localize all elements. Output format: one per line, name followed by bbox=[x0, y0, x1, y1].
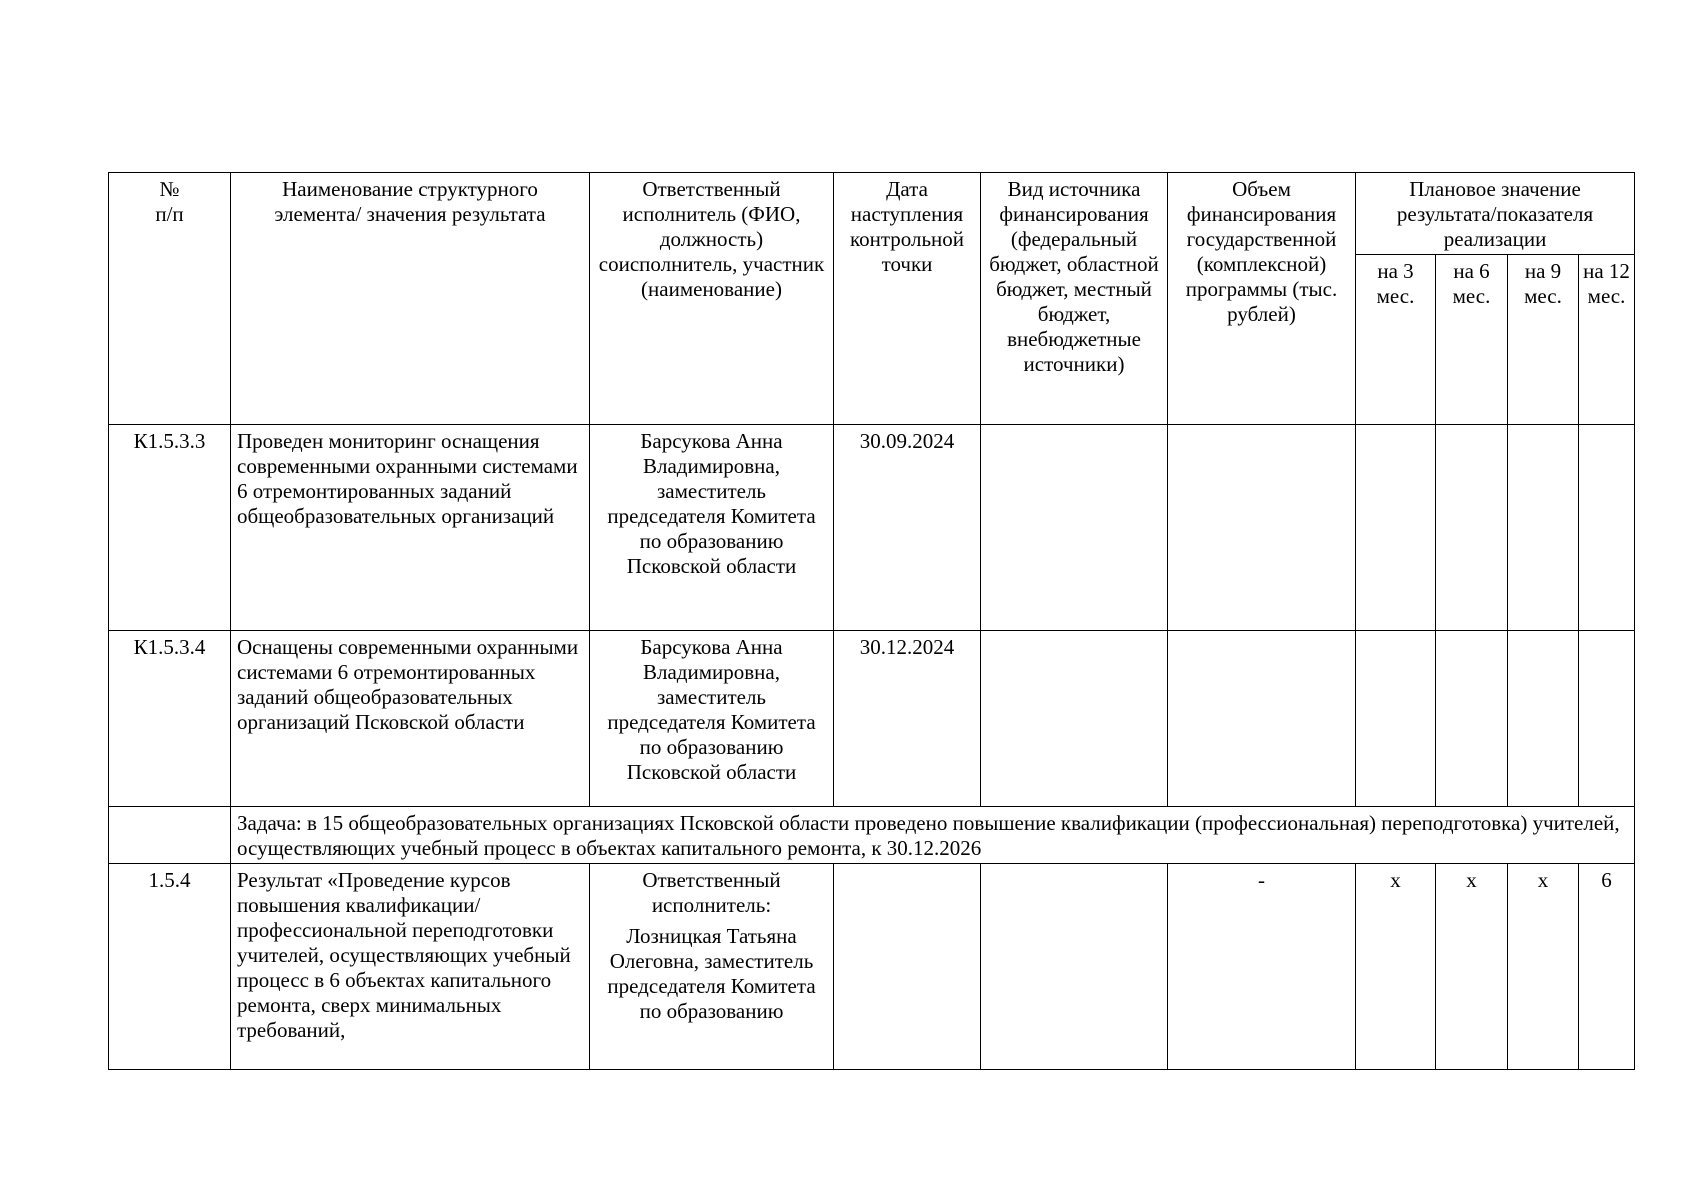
header-num-label: п/п bbox=[155, 202, 184, 226]
row-m6 bbox=[1436, 425, 1508, 631]
task-text: Задача: в 15 общеобразовательных организациях Псковской области проведено повышение квалификации (профессиональная) переподготовка) учителей, осуществляющих учебный процесс в объектах капитального ремонта, к 30.12.2026 bbox=[231, 807, 1635, 864]
header-date: Дата наступления контрольной точки bbox=[834, 173, 981, 425]
result-m3: х bbox=[1356, 864, 1436, 1070]
result-date bbox=[834, 864, 981, 1070]
row-m3 bbox=[1356, 631, 1436, 807]
header-num-sign: № bbox=[159, 177, 180, 201]
result-m12: 6 bbox=[1579, 864, 1635, 1070]
header-volume: Объем финансирования государственной (комплексной) программы (тыс. рублей) bbox=[1168, 173, 1356, 425]
row-responsible: Барсукова Анна Владимировна, заместитель председателя Комитета по образованию Псковской области bbox=[590, 631, 834, 807]
result-responsible-label: Ответственный исполнитель: bbox=[642, 868, 781, 917]
row-volume bbox=[1168, 631, 1356, 807]
task-row bbox=[109, 807, 1635, 864]
row-m12 bbox=[1579, 631, 1635, 807]
result-row bbox=[109, 864, 1635, 1070]
header-name: Наименование структурного элемента/ значения результата bbox=[231, 173, 590, 425]
row-num: К1.5.3.3 bbox=[109, 425, 231, 631]
row-m9 bbox=[1508, 425, 1579, 631]
header-m9: на 9 мес. bbox=[1508, 255, 1579, 425]
row-name: Проведен мониторинг оснащения современными охранными системами 6 отремонтированных заданий общеобразовательных организаций bbox=[231, 425, 590, 631]
result-num: 1.5.4 bbox=[109, 864, 231, 1070]
row-source bbox=[981, 425, 1168, 631]
plan-table bbox=[108, 172, 1635, 1070]
header-m12: на 12 мес. bbox=[1579, 255, 1635, 425]
table-row bbox=[109, 631, 1635, 807]
result-m9: х bbox=[1508, 864, 1579, 1070]
row-source bbox=[981, 631, 1168, 807]
task-num-cell bbox=[109, 807, 231, 864]
result-m6: х bbox=[1436, 864, 1508, 1070]
header-m6: на 6 мес. bbox=[1436, 255, 1508, 425]
row-m12 bbox=[1579, 425, 1635, 631]
row-num: К1.5.3.4 bbox=[109, 631, 231, 807]
header-m3: на 3 мес. bbox=[1356, 255, 1436, 425]
table-row bbox=[109, 425, 1635, 631]
row-name: Оснащены современными охранными системами 6 отремонтированных заданий общеобразовательных организаций Псковской области bbox=[231, 631, 590, 807]
header-num bbox=[109, 173, 231, 425]
header-responsible: Ответственный исполнитель (ФИО, должность) соисполнитель, участник (наименование) bbox=[590, 173, 834, 425]
header-source: Вид источника финансирования (федеральный бюджет, областной бюджет, местный бюджет, внебюджетные источники) bbox=[981, 173, 1168, 425]
header-row bbox=[109, 173, 1635, 255]
row-m9 bbox=[1508, 631, 1579, 807]
row-date: 30.09.2024 bbox=[834, 425, 981, 631]
result-source bbox=[981, 864, 1168, 1070]
result-volume: - bbox=[1168, 864, 1356, 1070]
header-plan: Плановое значение результата/показателя реализации bbox=[1356, 173, 1635, 255]
row-date: 30.12.2024 bbox=[834, 631, 981, 807]
row-m6 bbox=[1436, 631, 1508, 807]
result-responsible: Лозницкая Татьяна Олеговна, заместитель председателя Комитета по образованию bbox=[607, 924, 816, 1023]
row-volume bbox=[1168, 425, 1356, 631]
result-responsible-cell bbox=[590, 864, 834, 1070]
row-m3 bbox=[1356, 425, 1436, 631]
result-name: Результат «Проведение курсов повышения квалификации/профессиональной переподготовки учителей, осуществляющих учебный процесс в 6 объектах капитального ремонта, сверх минимальных требований, bbox=[231, 864, 590, 1070]
row-responsible: Барсукова Анна Владимировна, заместитель председателя Комитета по образованию Псковской области bbox=[590, 425, 834, 631]
